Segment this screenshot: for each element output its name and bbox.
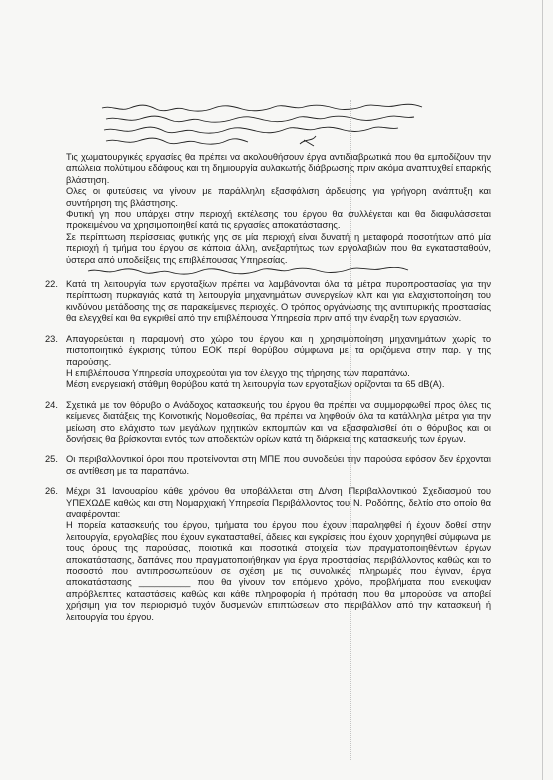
item-paragraph: Μέση ενεργειακή στάθμη θορύβου κατά τη λειτουργία των εργοταξίων ορίζονται τα 65 dB(A). bbox=[66, 379, 445, 390]
scan-edge-line bbox=[542, 0, 543, 780]
item-paragraph: Η πορεία κατασκευής του έργου, τμήματα του έργου που έχουν παραληφθεί ή έχουν δοθεί στην λειτουργία, εργολαβίες που έχουν εγκατασταθεί, άδειες και εγκρίσεις που έχουν χορηγηθεί σύμφωνα με τους όρους της παρούσας, ποιοτικά και ποσοτικά στοιχεία των πραγματοποιηθέντων έργων αποκατάστασης, δαπάνες που πραγματοποιήθηκαν για έργα προστασίας περιβάλλοντος καθώς και το ποσοστό που αντιπροσωπεύουν σε σχέση με τις συνολικές πληρωμές που έγιναν, έργα αποκατάστασης __________ που θα γίνουν τον επόμενο χρόνο, προβλήματα που ενεκυψαν απρόβλεπτες καταστάσεις καθώς και κάθε πληροφορία ή πρόταση που θα μπορούσε να αποβεί χρήσιμη για τον περιορισμό τυχόν δυσμενών επιπτώσεων στο περιβάλλον από την κατασκευή ή λειτουργία του έργου. bbox=[66, 520, 491, 622]
item-paragraph: Μέχρι 31 Ιανουαρίου κάθε χρόνου θα υποβάλλεται στη Δ/νση Περιβαλλοντικού Σχεδιασμού του ΥΠΕΧΩΔΕ καθώς και στη Νομαρχιακή Υπηρεσία Περιβάλλοντος του Ν. Ροδόπης, δελτίο στο οποίο θα αναφέρονται: bbox=[66, 486, 491, 519]
item-paragraph: Οι περιβαλλοντικοί όροι που προτείνονται στη ΜΠΕ που συνοδεύει την παρούσα εφόσον δεν έρχονται σε αντίθεση με τα παραπάνω. bbox=[66, 454, 491, 476]
item-paragraph: Απαγορεύεται η παραμονή στο χώρο του έργου και η χρησιμοποίηση μηχανημάτων χωρίς το πιστοποιητικό έγκρισης τύπου ΕΟΚ περί θορύβου σύμφωνα με τα οριζόμενα στην παρ. γ της παρούσης. bbox=[66, 333, 491, 367]
list-item-25 bbox=[45, 454, 491, 477]
document-body bbox=[45, 152, 491, 623]
stamp-bleed-through bbox=[350, 100, 369, 760]
item-number: 22. bbox=[45, 279, 58, 290]
item-number: 23. bbox=[45, 333, 58, 344]
item-number: 26. bbox=[45, 486, 58, 497]
item-paragraph: Η επιβλέπουσα Υπηρεσία υποχρεούται για τον έλεγχο της τήρησης των παραπάνω. bbox=[66, 367, 410, 378]
item-number: 24. bbox=[45, 399, 58, 410]
list-item-24 bbox=[45, 399, 491, 446]
paragraph-topsoil-collection: Φυτική γη που υπάρχει στην περιοχή εκτέλεσης του έργου θα συλλέγεται και θα διαφυλάσσεται προκειμένου να χρησιμοποιηθεί κατά τις εργασίες αποκατάστασης. bbox=[66, 209, 491, 231]
item-paragraph: Κατά τη λειτουργία των εργοταξίων πρέπει να λαμβάνονται όλα τα μέτρα πυροπροστασίας για την περίπτωση πυρκαγιάς κατά τη λειτουργία μηχανημάτων συνεργείων κλπ και για ελαχιστοποίηση του κινδύνου μετάδοσης της σε παρακείμενες περιοχές. Ο τρόπος οργάνωσης της αντιπυρικής προστασίας θα ελεγχθεί και θα εγκριθεί από την επιβλέπουσα Υπηρεσία πριν από την έναρξη των εργασιών. bbox=[66, 279, 491, 324]
paragraph-irrigation: Ολες οι φυτεύσεις να γίνουν με παράλληλη εξασφάλιση άρδευσης για γρήγορη ανάπτυξη και συντήρηση της βλάστησης. bbox=[66, 186, 491, 208]
paragraph-topsoil-surplus: Σε περίπτωση περίσσειας φυτικής γης σε μία περιοχή είναι δυνατή η μεταφορά ποσοτήτων από μία περιοχή ή τμήμα του έργου σε κάποια άλλη, ανεξαρτήτως των εργολαβιών που θα εγκατασταθούν, ύστερα από υποδείξεις της επιβλέπουσας Υπηρεσίας. bbox=[66, 231, 491, 265]
item-number: 25. bbox=[45, 454, 58, 465]
handwriting-scribble bbox=[100, 100, 480, 152]
paragraph-erosion-works: Τις χωματουργικές εργασίες θα πρέπει να ακολουθήσουν έργα αντιδιαβρωτικά που θα εμποδίζουν την απώλεια πολύτιμου εδάφους και τη δημιουργία αυλακωτής διάβρωσης πριν ακόμα αναπτυχθεί επαρκής βλάστηση. bbox=[66, 152, 491, 185]
list-item-23 bbox=[45, 333, 491, 391]
list-item-26 bbox=[45, 486, 491, 623]
handwritten-annotation bbox=[100, 100, 480, 152]
item-paragraph: Σχετικά με τον θόρυβο ο Ανάδοχος κατασκευής του έργου θα πρέπει να συμμορφωθεί προς όλες τις κείμενες διατάξεις της Κοινοτικής Νομοθεσίας, θα πρέπει να ληφθούν όλα τα κατάλληλα μέτρα για την μείωση στο ελάχιστο των μεγάλων ηχητικών εκπομπών και να εξασφαλισθεί ότι ο θόρυβος και οι δονήσεις θα βρίσκονται εντός των αποδεκτών ορίων κατά τη διάρκεια της κατασκευής των έργων. bbox=[66, 399, 491, 444]
handwriting-inline-note bbox=[86, 267, 446, 275]
list-item-22 bbox=[45, 279, 491, 325]
